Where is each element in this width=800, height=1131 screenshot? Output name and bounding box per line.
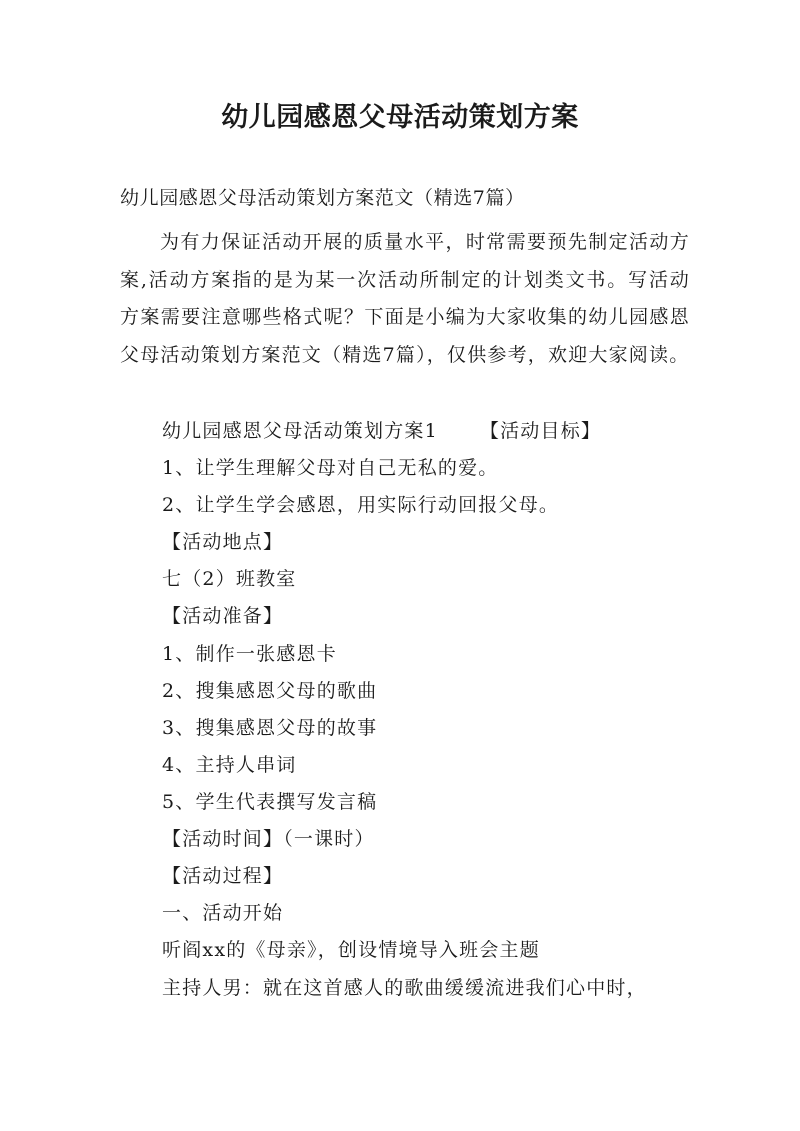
process-step-1: 一、活动开始 [162, 902, 284, 924]
document-subtitle: 幼儿园感恩父母活动策划方案范文（精选7篇） [120, 187, 525, 209]
goal-item-2: 2、让学生学会感恩，用实际行动回报父母。 [162, 494, 560, 516]
time-heading: 【活动时间】（一课时） [162, 828, 375, 850]
process-heading: 【活动过程】 [162, 865, 284, 887]
location-heading: 【活动地点】 [162, 531, 284, 553]
preparation-heading: 【活动准备】 [162, 605, 284, 627]
preparation-item-1: 1、制作一张感恩卡 [162, 643, 337, 665]
plan1-goal-heading: 【活动目标】 [479, 420, 602, 442]
goal-item-1: 1、让学生理解父母对自己无私的爱。 [162, 457, 499, 479]
location-text: 七（2）班教室 [162, 568, 297, 590]
host-line: 主持人男：就在这首感人的歌曲缓缓流进我们心中时， [162, 977, 647, 999]
process-step-1-text: 听阎xx的《母亲》，创设情境导入班会主题 [162, 939, 540, 961]
preparation-item-3: 3、搜集感恩父母的故事 [162, 717, 378, 739]
preparation-item-5: 5、学生代表撰写发言稿 [162, 791, 378, 813]
document-title: 幼儿园感恩父母活动策划方案 [221, 102, 579, 133]
plan1-heading-line [162, 413, 601, 449]
preparation-item-4: 4、主持人串词 [162, 754, 297, 776]
preparation-item-2: 2、搜集感恩父母的歌曲 [162, 680, 378, 702]
plan1-heading: 幼儿园感恩父母活动策划方案1 [162, 420, 438, 442]
intro-paragraph: 为有力保证活动开展的质量水平，时常需要预先制定活动方案,活动方案指的是为某一次活动所制定的计划类文书。写活动方案需要注意哪些格式呢？下面是小编为大家收集的幼儿园感恩父母活动策划方案范文（精选7篇），仅供参考，欢迎大家阅读。 [120, 231, 690, 366]
